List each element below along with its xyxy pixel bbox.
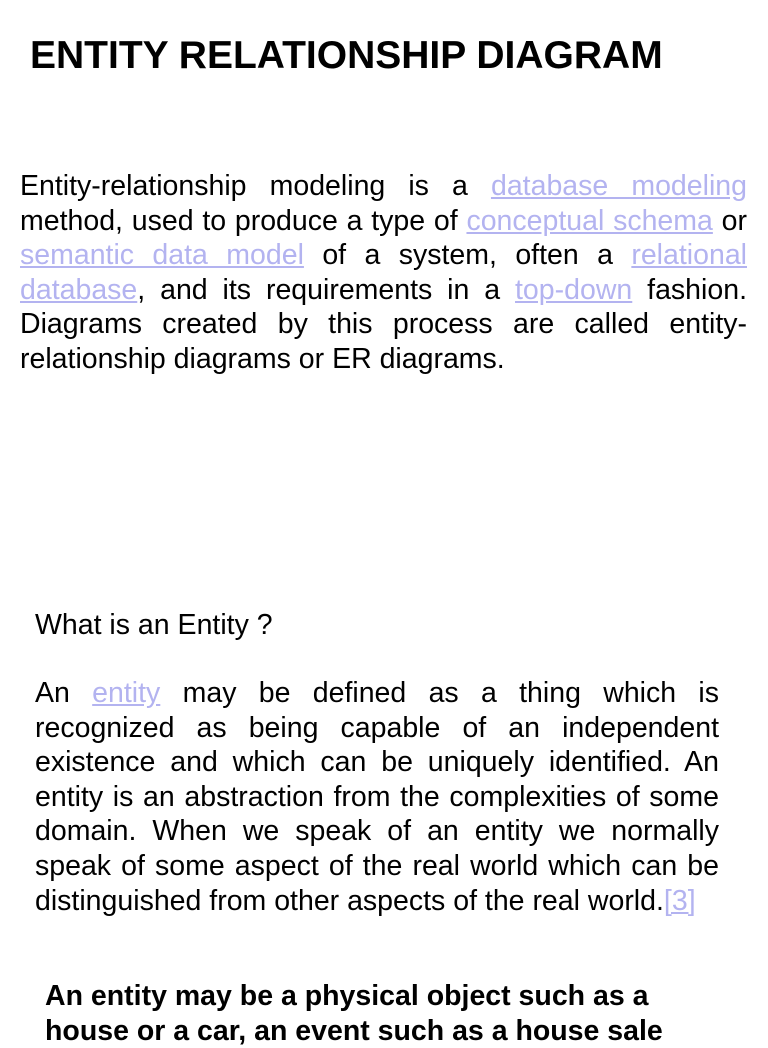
- link-semantic-data-model[interactable]: semantic data model: [20, 239, 304, 272]
- intro-text-3: or: [712, 204, 747, 237]
- link-entity[interactable]: entity: [92, 677, 161, 709]
- intro-text-2: method, used to produce a type of: [20, 204, 467, 237]
- entity-text-1: An: [35, 677, 93, 709]
- link-conceptual-schema[interactable]: conceptual schema: [466, 204, 713, 237]
- link-relational-database[interactable]: relational database: [20, 239, 747, 306]
- entity-section-heading: What is an Entity ?: [35, 609, 273, 641]
- link-database-modeling[interactable]: database modeling: [490, 170, 747, 202]
- entity-text-2: may be defined as a thing which is recognized as being capable of an independent existence and which can be uniquely identified. An entity is an abstraction from the complexities of some domain. When we speak of an entity we normally speak of some aspect of the real world which can be distinguished from other aspects of the real world.: [35, 677, 719, 917]
- link-top-down[interactable]: top-down: [515, 273, 633, 306]
- intro-text-1: Entity-relationship modeling is a: [20, 170, 491, 202]
- intro-text-6: fashion. Diagrams created by this process are called entity-relationship diagrams or ER diagrams.: [20, 273, 747, 375]
- entity-definition-paragraph: [35, 676, 719, 918]
- intro-text-5: , and its requirements in a: [137, 273, 516, 306]
- citation-link[interactable]: [3]: [663, 884, 696, 917]
- page-title: ENTITY RELATIONSHIP DIAGRAM: [30, 34, 663, 77]
- intro-text-4: of a system, often a: [303, 239, 632, 272]
- entity-examples-bold-text: An entity may be a physical object such as a house or a car, an event such as a house sale: [45, 980, 663, 1047]
- intro-paragraph: [20, 169, 747, 377]
